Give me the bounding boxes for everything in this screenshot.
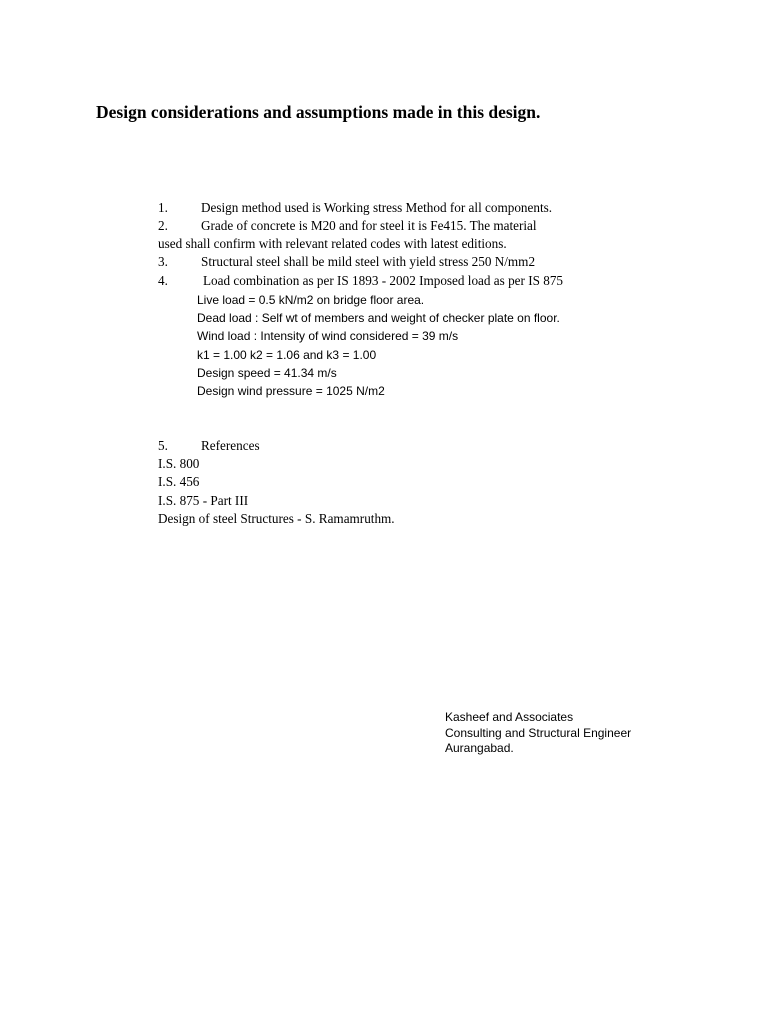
page-title: Design considerations and assumptions made in this design. (96, 102, 541, 122)
signature-block (445, 710, 631, 757)
list-item-2 (158, 218, 537, 234)
list-item-1 (158, 200, 552, 216)
item-text: Grade of concrete is M20 and for steel it is Fe415. The material (201, 218, 537, 233)
load-detail-k-factors: k1 = 1.00 k2 = 1.06 and k3 = 1.00 (197, 348, 377, 362)
item-number: 4. (158, 273, 168, 288)
references-heading (158, 438, 260, 454)
item-number: 2. (158, 218, 168, 233)
reference-item: I.S. 875 - Part III (158, 493, 249, 508)
load-detail-design-speed: Design speed = 41.34 m/s (197, 366, 337, 380)
reference-item: I.S. 800 (158, 456, 200, 471)
item-text: Design method used is Working stress Method for all components. (201, 200, 553, 215)
item-text: Structural steel shall be mild steel with yield stress 250 N/mm2 (201, 254, 536, 269)
item-number: 1. (158, 200, 168, 215)
list-item-2-continuation: used shall confirm with relevant related codes with latest editions. (158, 236, 507, 251)
firm-location: Aurangabad. (445, 741, 514, 755)
reference-item: I.S. 456 (158, 474, 200, 489)
firm-name: Kasheef and Associates (445, 710, 574, 724)
item-text: References (201, 438, 260, 453)
load-detail-live-load: Live load = 0.5 kN/m2 on bridge floor area. (197, 293, 425, 307)
firm-description: Consulting and Structural Engineer (445, 725, 632, 740)
item-number: 5. (158, 438, 168, 453)
reference-item: Design of steel Structures - S. Ramamruthm. (158, 511, 395, 526)
item-text: Load combination as per IS 1893 - 2002 Imposed load as per IS 875 (203, 273, 564, 288)
load-detail-wind-pressure: Design wind pressure = 1025 N/m2 (197, 384, 385, 398)
load-detail-dead-load: Dead load : Self wt of members and weight of checker plate on floor. (197, 311, 560, 325)
list-item-3 (158, 254, 535, 270)
item-number: 3. (158, 254, 168, 269)
list-item-4 (158, 273, 563, 289)
load-detail-wind-load: Wind load : Intensity of wind considered = 39 m/s (197, 329, 459, 343)
